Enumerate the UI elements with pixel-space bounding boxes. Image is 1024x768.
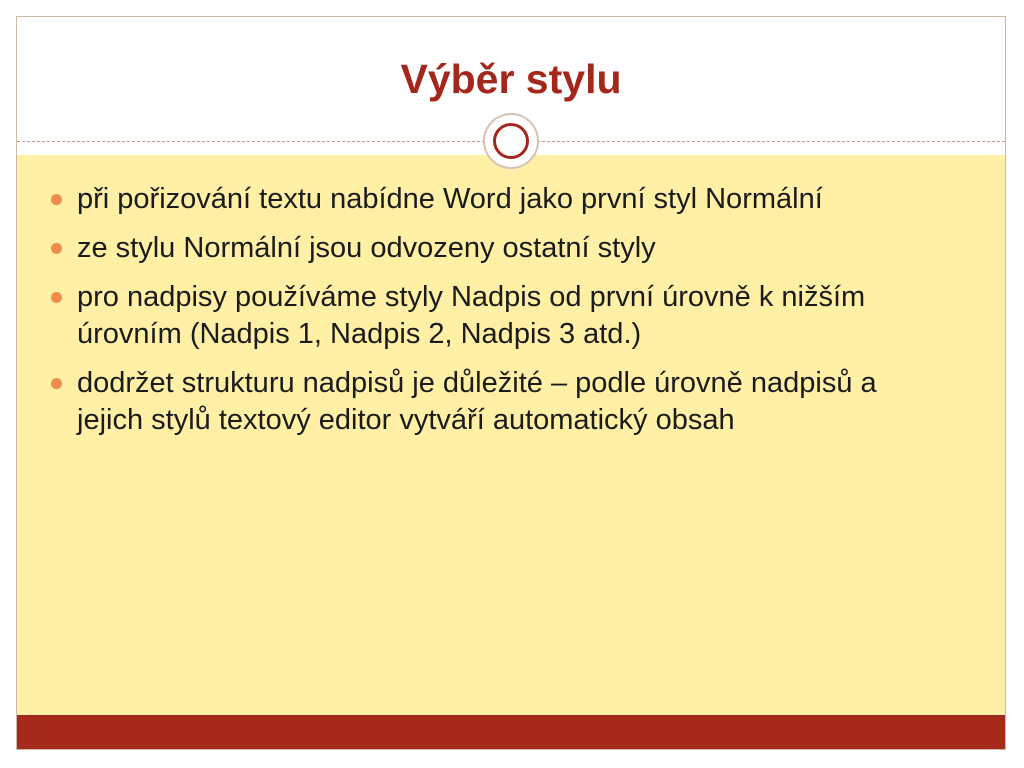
bullet-item — [47, 365, 947, 439]
inner-ring-icon — [493, 123, 529, 159]
bullet-dot-icon — [51, 292, 62, 303]
footer-band — [17, 715, 1005, 749]
bullet-item — [47, 181, 947, 218]
bullet-text: ze stylu Normální jsou odvozeny ostatní styly — [77, 232, 656, 264]
bullet-text: dodržet strukturu nadpisů je důležité – podle úrovně nadpisů a jejich stylů textový editor vytváří automatický obsah — [77, 367, 877, 436]
slide-frame — [16, 16, 1006, 750]
bullet-dot-icon — [51, 243, 62, 254]
bullet-text: při pořizování textu nabídne Word jako první styl Normální — [77, 183, 823, 215]
bullet-dot-icon — [51, 378, 62, 389]
bullet-list — [47, 181, 947, 451]
bullet-text: pro nadpisy používáme styly Nadpis od první úrovně k nižším úrovním (Nadpis 1, Nadpis 2, Nadpis 3 atd.) — [77, 281, 866, 350]
bullet-item — [47, 279, 947, 353]
circle-ornament-icon — [483, 113, 539, 169]
slide-title: Výběr stylu — [400, 56, 622, 102]
bullet-item — [47, 230, 947, 267]
bullet-dot-icon — [51, 194, 62, 205]
